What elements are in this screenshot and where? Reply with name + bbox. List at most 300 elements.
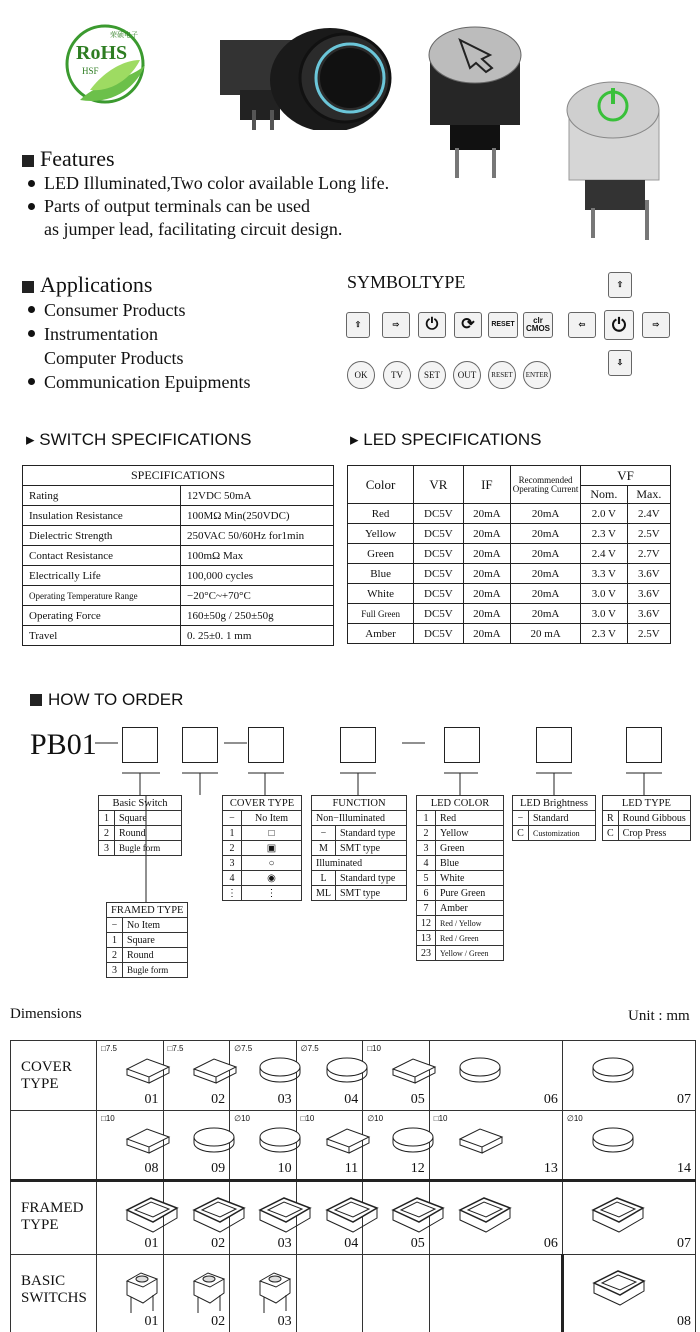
order-option-row (99, 811, 182, 826)
part-number: 06 (543, 1236, 558, 1251)
enter-round-key: ENTER (523, 361, 551, 389)
option-desc: Square (123, 933, 188, 948)
reset-round-key: RESET (488, 361, 516, 389)
option-desc: Blue (436, 856, 504, 871)
option-desc: Standard type (336, 826, 407, 841)
part-number: 13 (543, 1161, 558, 1176)
up-arrow-key-icon: ⇧ (346, 312, 370, 338)
order-box-led-color (444, 727, 480, 763)
dimension-cell (163, 1255, 230, 1332)
part-number: 02 (211, 1236, 226, 1251)
dimension-cell (429, 1041, 562, 1111)
part-number: 04 (344, 1092, 359, 1107)
order-option-row (99, 841, 182, 856)
order-option-row (223, 826, 302, 841)
option-code: 2 (107, 948, 123, 963)
part-number: 09 (211, 1161, 226, 1176)
option-desc: No Item (123, 918, 188, 933)
option-desc: Customization (529, 826, 596, 841)
application-item: Instrumentation (22, 322, 342, 346)
option-desc: Yellow (436, 826, 504, 841)
dimension-cell (562, 1041, 695, 1111)
order-box-cover (248, 727, 284, 763)
spec-label: Rating (23, 486, 181, 506)
part-number: 06 (543, 1092, 558, 1107)
dimension-cell (296, 1111, 363, 1181)
applications-heading: Applications (22, 272, 342, 298)
part-number: 01 (144, 1236, 159, 1251)
led-spec-row (348, 504, 671, 524)
option-desc: Red (436, 811, 504, 826)
order-box-function (340, 727, 376, 763)
application-item: Computer Products (44, 348, 184, 368)
option-desc: Red / Yellow (436, 916, 504, 931)
part-number: 01 (144, 1314, 159, 1329)
led-spec-cell: 2.0 V (581, 504, 628, 524)
led-spec-cell: DC5V (414, 564, 463, 584)
order-option-row (223, 856, 302, 871)
led-spec-row (348, 624, 671, 644)
led-spec-cell: 20mA (511, 504, 581, 524)
dimension-row-label: COVER TYPE (11, 1041, 97, 1111)
order-option-row (312, 826, 407, 841)
option-code: 12 (417, 916, 436, 931)
led-brightness-table (512, 795, 596, 841)
size-label: □7.5 (167, 1044, 184, 1053)
option-desc: Square (115, 811, 182, 826)
option-desc: Yellow / Green (436, 946, 504, 961)
option-group-label: Non−Illuminated (312, 811, 407, 826)
spec-value: 100MΩ Min(250VDC) (181, 506, 334, 526)
cover-type-table (222, 795, 302, 901)
led-spec-row (348, 564, 671, 584)
part-number: 03 (277, 1092, 292, 1107)
spec-label: Operating Force (23, 606, 181, 626)
order-box-framed (182, 727, 218, 763)
switch-spec-row (23, 526, 334, 546)
function-table (311, 795, 407, 901)
option-code: − (312, 826, 336, 841)
refresh-key-icon: ⟳ (454, 312, 482, 338)
spec-value: 160±50g / 250±50g (181, 606, 334, 626)
order-box-led-type (626, 727, 662, 763)
option-code: − (223, 811, 242, 826)
option-desc: Amber (436, 901, 504, 916)
order-option-row (513, 811, 596, 826)
led-spec-cell: Blue (348, 564, 414, 584)
size-label: ∅7.5 (300, 1044, 319, 1053)
empty-cell (363, 1255, 430, 1332)
tv-round-key: TV (383, 361, 411, 389)
order-option-row (417, 886, 504, 901)
option-code: 4 (417, 856, 436, 871)
switch-spec-row (23, 546, 334, 566)
option-code: 1 (223, 826, 242, 841)
option-code: 23 (417, 946, 436, 961)
led-spec-row (348, 584, 671, 604)
size-label: □10 (433, 1114, 448, 1123)
order-option-row (417, 946, 504, 961)
features-heading: Features (22, 146, 502, 172)
option-code: 13 (417, 931, 436, 946)
order-option-row (223, 871, 302, 886)
led-spec-cell: 20mA (511, 604, 581, 624)
up-arrow-key-icon: ⇧ (608, 272, 632, 298)
order-option-row (603, 811, 691, 826)
led-col-max: Max. (627, 486, 670, 504)
order-option-row (312, 886, 407, 901)
framed-type-table (106, 902, 188, 978)
dimension-cell (163, 1111, 230, 1181)
option-desc: Pure Green (436, 886, 504, 901)
led-spec-cell: 2.5V (627, 524, 670, 544)
order-option-row (417, 871, 504, 886)
spec-value: 250VAC 50/60Hz for1min (181, 526, 334, 546)
size-label: □10 (367, 1044, 381, 1053)
dimension-cell (97, 1041, 164, 1111)
order-option-row (107, 933, 188, 948)
square-bullet-icon (22, 155, 34, 167)
dimension-cell (363, 1111, 430, 1181)
led_color-title: LED COLOR (417, 796, 504, 811)
applications-list (22, 298, 342, 394)
option-code: 2 (417, 826, 436, 841)
order-option-row (312, 856, 407, 871)
option-code: C (513, 826, 529, 841)
spec-label: Insulation Resistance (23, 506, 181, 526)
option-desc: ◉ (242, 871, 302, 886)
led-col-if: IF (463, 466, 510, 504)
symboltype-title: SYMBOLTYPE (347, 272, 466, 292)
part-number: 03 (277, 1236, 292, 1251)
part-drawing-icon (450, 1188, 520, 1243)
switch-spec-header: SPECIFICATIONS (23, 466, 334, 486)
switch-photo-black-ring (210, 20, 400, 130)
option-code: ML (312, 886, 336, 901)
size-label: ∅10 (566, 1114, 583, 1123)
framed-row (11, 1181, 696, 1255)
option-code: 1 (417, 811, 436, 826)
option-code: R (603, 811, 619, 826)
led-spec-heading: ▸ LED SPECIFICATIONS (350, 430, 542, 449)
led-spec-cell: DC5V (414, 604, 463, 624)
order-option-row (312, 871, 407, 886)
led-spec-cell: 20mA (463, 584, 510, 604)
led-spec-cell: 20mA (463, 604, 510, 624)
part-number: 02 (211, 1092, 226, 1107)
spec-label: Travel (23, 626, 181, 646)
option-code: 7 (417, 901, 436, 916)
feature-item: LED Illuminated,Two color available Long life. (22, 172, 502, 195)
size-label: □10 (300, 1114, 315, 1123)
order-option-row (99, 826, 182, 841)
option-group-label: Illuminated (312, 856, 407, 871)
dimension-row-label: BASIC SWITCHS (11, 1255, 97, 1332)
application-item: Consumer Products (22, 298, 342, 322)
option-code: 2 (223, 841, 242, 856)
led-spec-cell: 20 mA (511, 624, 581, 644)
spec-value: 100,000 cycles (181, 566, 334, 586)
part-number: 08 (677, 1314, 691, 1329)
option-desc: Standard (529, 811, 596, 826)
power-key-icon: ⏻ (604, 310, 634, 340)
part-number: 07 (677, 1236, 691, 1251)
led_type-title: LED TYPE (603, 796, 691, 811)
led-spec-cell: DC5V (414, 524, 463, 544)
led-spec-row (348, 544, 671, 564)
part-number: 12 (410, 1161, 425, 1176)
led-spec-cell: 2.3 V (581, 524, 628, 544)
order-option-row (223, 811, 302, 826)
led-spec-cell: Green (348, 544, 414, 564)
order-option-row (513, 826, 596, 841)
dimension-cell (230, 1181, 297, 1255)
cover-row (11, 1111, 696, 1181)
order-option-row (107, 918, 188, 933)
led-spec-cell: 20mA (511, 584, 581, 604)
part-drawing-icon (117, 1261, 167, 1322)
size-label: ∅10 (234, 1114, 250, 1123)
empty-cell (429, 1255, 562, 1332)
led-color-table (416, 795, 504, 961)
option-code: C (603, 826, 619, 841)
order-option-row (312, 841, 407, 856)
rohs-text: RoHS (76, 42, 128, 64)
led-spec-cell: 20mA (463, 624, 510, 644)
dimension-cell (363, 1041, 430, 1111)
dimension-cell (429, 1111, 562, 1181)
led-spec-cell: 2.7V (627, 544, 670, 564)
application-item: Communication Epuipments (22, 370, 342, 394)
switch-spec-row (23, 486, 334, 506)
down-arrow-key-icon: ⇩ (608, 350, 632, 376)
spec-label: Electrically Life (23, 566, 181, 586)
option-code: 2 (99, 826, 115, 841)
switch-photo-green-power (555, 70, 675, 240)
part-number: 07 (677, 1092, 691, 1107)
size-label: □7.5 (101, 1044, 117, 1053)
reset-key: RESET (488, 312, 518, 338)
part-number: 05 (410, 1236, 425, 1251)
part-drawing-icon (583, 1047, 643, 1092)
spec-label: Dielectric Strength (23, 526, 181, 546)
led-spec-cell: 20mA (511, 524, 581, 544)
dimension-cell (97, 1111, 164, 1181)
right-arrow-key-icon: ⇨ (642, 312, 670, 338)
rohs-logo (60, 20, 150, 108)
option-code: − (107, 918, 123, 933)
option-code: 1 (107, 933, 123, 948)
led-spec-cell: 20mA (511, 544, 581, 564)
part-drawing-icon (583, 1117, 643, 1162)
left-arrow-key-icon: ⇦ (568, 312, 596, 338)
option-desc: ▣ (242, 841, 302, 856)
led-col-rec: Recommended Operating Current (511, 466, 581, 504)
dimension-cell (562, 1181, 695, 1255)
led-spec-cell: Yellow (348, 524, 414, 544)
led-spec-cell: 2.5V (627, 624, 670, 644)
function-title: FUNCTION (312, 796, 407, 811)
part-number: 03 (277, 1314, 292, 1329)
ok-round-key: OK (347, 361, 375, 389)
part-number: 04 (344, 1236, 359, 1251)
led-spec-cell: Amber (348, 624, 414, 644)
switch-spec-row (23, 606, 334, 626)
spec-value: −20°C~+70°C (181, 586, 334, 606)
set-round-key: SET (418, 361, 446, 389)
led-type-table (602, 795, 691, 841)
spec-value: 0. 25±0. 1 mm (181, 626, 334, 646)
led-spec-row (348, 604, 671, 624)
led-spec-cell: DC5V (414, 624, 463, 644)
square-bullet-icon (30, 694, 42, 706)
order-option-row (603, 826, 691, 841)
dimension-cell (97, 1181, 164, 1255)
dimension-cell (296, 1041, 363, 1111)
part-number: 01 (144, 1092, 159, 1107)
dimension-cell (230, 1041, 297, 1111)
led-spec-cell: Red (348, 504, 414, 524)
dimension-cell (230, 1255, 297, 1332)
order-option-row (417, 841, 504, 856)
out-round-key: OUT (453, 361, 481, 389)
led-spec-cell: 20mA (463, 504, 510, 524)
part-drawing-icon (584, 1261, 654, 1316)
dimension-cell (562, 1111, 695, 1181)
part-number: 10 (277, 1161, 292, 1176)
part-number: 08 (144, 1161, 159, 1176)
framed-title: FRAMED TYPE (107, 903, 188, 918)
dimension-cell (363, 1181, 430, 1255)
option-desc: Round Gibbous (618, 811, 690, 826)
option-desc: □ (242, 826, 302, 841)
spec-value: 12VDC 50mA (181, 486, 334, 506)
order-option-row (312, 811, 407, 826)
features-list (22, 172, 502, 241)
feature-item: as jumper lead, facilitating circuit design. (44, 219, 343, 239)
option-desc: Crop Press (618, 826, 690, 841)
order-option-row (417, 901, 504, 916)
led-spec-cell: 20mA (463, 524, 510, 544)
switch-spec-heading: ▸ SWITCH SPECIFICATIONS (26, 430, 252, 449)
option-code: 5 (417, 871, 436, 886)
order-option-row (107, 948, 188, 963)
led-spec-cell: 2.3 V (581, 624, 628, 644)
option-desc: White (436, 871, 504, 886)
dimension-cell (296, 1181, 363, 1255)
dimension-cell (230, 1111, 297, 1181)
brightness-title: LED Brightness (513, 796, 596, 811)
dimension-cell (163, 1041, 230, 1111)
part-number: 05 (410, 1092, 425, 1107)
order-box-basic (122, 727, 158, 763)
part-drawing-icon (583, 1188, 653, 1243)
led-spec-cell: 3.3 V (581, 564, 628, 584)
dimensions-table (10, 1040, 696, 1332)
square-bullet-icon (22, 281, 34, 293)
switch-spec-row (23, 506, 334, 526)
option-code: 3 (107, 963, 123, 978)
led-spec-cell: 20mA (511, 564, 581, 584)
option-desc: No Item (242, 811, 302, 826)
size-label: ∅7.5 (234, 1044, 253, 1053)
applications-section (22, 272, 342, 394)
led-col-vr: VR (414, 466, 463, 504)
cover-row (11, 1041, 696, 1111)
features-section (22, 146, 502, 241)
cover-title: COVER TYPE (223, 796, 302, 811)
led-spec-cell: 20mA (463, 564, 510, 584)
option-code: 3 (99, 841, 115, 856)
order-heading: HOW TO ORDER (30, 690, 183, 710)
option-desc: SMT type (336, 841, 407, 856)
clr-cmos-key: clr CMOS (523, 312, 553, 338)
option-desc: Standard type (336, 871, 407, 886)
led-spec-cell: 3.6V (627, 604, 670, 624)
part-drawing-icon (250, 1261, 300, 1322)
switch-spec-row (23, 626, 334, 646)
dimension-cell (97, 1255, 164, 1332)
rohs-cn: 荣硕电子 (110, 31, 138, 39)
dimensions-title: Dimensions (10, 1006, 82, 1022)
option-desc: ⋮ (242, 886, 302, 901)
led-spec-cell: 20mA (463, 544, 510, 564)
spec-label: Contact Resistance (23, 546, 181, 566)
led-spec-cell: 3.6V (627, 564, 670, 584)
size-label: ∅10 (367, 1114, 384, 1123)
led-spec-cell: Full Green (348, 604, 414, 624)
part-drawing-icon (450, 1117, 510, 1162)
option-code: 6 (417, 886, 436, 901)
option-desc: Red / Green (436, 931, 504, 946)
dimension-cell (163, 1181, 230, 1255)
option-desc: Round (123, 948, 188, 963)
led-spec-cell: DC5V (414, 504, 463, 524)
switch-spec-row (23, 586, 334, 606)
part-drawing-icon (450, 1047, 510, 1092)
part-number: 02 (211, 1314, 226, 1329)
order-option-row (417, 931, 504, 946)
basic-switch-table (98, 795, 182, 856)
size-label: □10 (101, 1114, 115, 1123)
led-spec-cell: DC5V (414, 584, 463, 604)
option-desc: Round (115, 826, 182, 841)
led-spec-cell: 3.0 V (581, 584, 628, 604)
option-code: 1 (99, 811, 115, 826)
power-key-icon: ⏻ (418, 312, 446, 338)
empty-label-cell (11, 1111, 97, 1181)
option-desc: ○ (242, 856, 302, 871)
option-desc: Bugle form (115, 841, 182, 856)
order-code: PB01 (30, 728, 97, 761)
order-option-row (107, 963, 188, 978)
led-spec-cell: 2.4 V (581, 544, 628, 564)
option-code: − (513, 811, 529, 826)
rohs-hsf: HSF (82, 66, 99, 76)
led-spec-cell: 3.0 V (581, 604, 628, 624)
option-code: L (312, 871, 336, 886)
right-arrow-key-icon: ⇨ (382, 312, 410, 338)
led-col-nom: Nom. (581, 486, 628, 504)
basic-row (11, 1255, 696, 1332)
option-code: 4 (223, 871, 242, 886)
led-spec-table (347, 465, 671, 644)
led-spec-cell: DC5V (414, 544, 463, 564)
led-spec-cell: 2.4V (627, 504, 670, 524)
part-drawing-icon (184, 1261, 234, 1322)
switch-spec-table (22, 465, 334, 646)
order-option-row (223, 841, 302, 856)
